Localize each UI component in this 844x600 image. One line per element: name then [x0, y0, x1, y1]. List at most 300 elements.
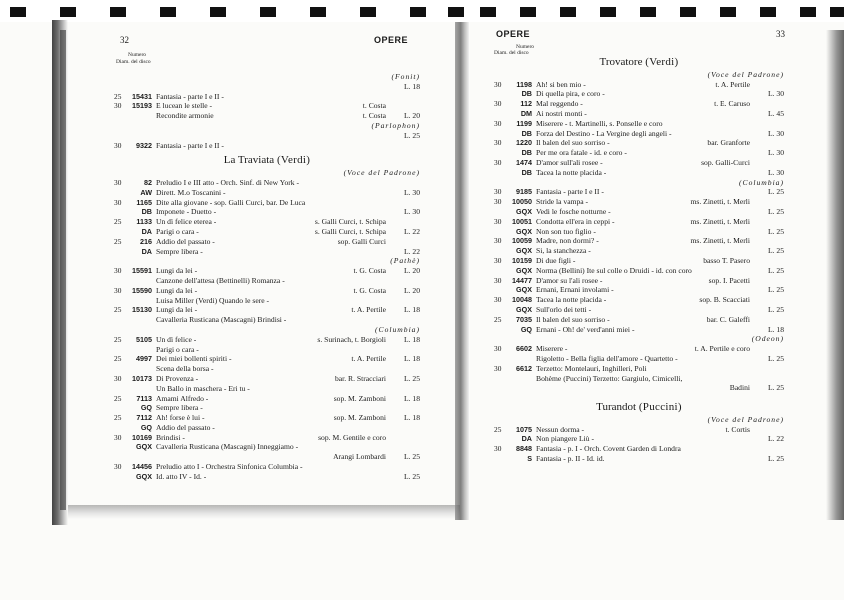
disc-diameter: 30 — [114, 285, 122, 295]
composer-name: (Puccini) — [638, 401, 682, 414]
performer: basso T. Pasero — [703, 255, 750, 265]
disc-diameter — [114, 188, 128, 198]
track-title — [156, 131, 386, 141]
performer: t. A. Pertile — [715, 79, 750, 89]
disc-diameter — [494, 305, 508, 315]
trovatore-entries — [494, 70, 784, 393]
price — [390, 462, 420, 472]
track-title: Ai nostri monti - — [536, 108, 587, 118]
disc-diameter: 30 — [494, 363, 502, 373]
record-label: (Columbia) — [738, 177, 784, 187]
price: L. 25 — [767, 285, 784, 295]
disc-diameter — [114, 315, 128, 325]
col-header-numero: Numero — [128, 52, 147, 58]
price: L. 25 — [767, 454, 784, 464]
price — [754, 315, 784, 325]
disc-diameter: 25 — [114, 217, 122, 227]
page-title: OPERE — [496, 29, 531, 39]
catalog-entry — [114, 345, 420, 355]
performer: t. Costa — [362, 101, 386, 111]
catalog-entry — [494, 266, 784, 276]
catalog-entry — [494, 415, 784, 425]
track-title: Bohème (Puccini) Terzetto: Gargiulo, Cimicelli, — [536, 373, 683, 383]
catalog-entry — [494, 425, 784, 435]
price — [390, 364, 420, 374]
binder-hole — [60, 7, 76, 17]
catalog-entry — [114, 111, 420, 121]
binder-hole — [520, 7, 536, 17]
catalog-entry — [114, 296, 420, 306]
performer: sop. Galli-Curci — [701, 157, 750, 167]
price: L. 25 — [767, 304, 784, 314]
price: L. 18 — [403, 413, 420, 423]
catalog-entry — [114, 364, 420, 374]
disc-diameter: 30 — [114, 101, 122, 111]
disc-diameter — [494, 129, 508, 139]
price: L. 30 — [767, 148, 784, 158]
price: L. 25 — [767, 383, 784, 393]
disc-number: 10051 — [512, 216, 532, 226]
catalog-entry — [114, 335, 420, 345]
track-title: Dirett. M.o Toscanini - — [156, 187, 226, 197]
disc-number: 1220 — [516, 138, 532, 148]
disc-number: 1199 — [516, 118, 532, 128]
disc-number: GQ — [140, 422, 152, 432]
track-title: Recondite armonie — [156, 111, 214, 121]
disc-number: 10050 — [512, 197, 532, 207]
disc-number — [128, 131, 156, 141]
track-title: Cavalleria Rusticana (Mascagni) Inneggiamo - — [156, 442, 299, 452]
disc-number: 7112 — [136, 413, 152, 423]
disc-number: 10048 — [512, 295, 532, 305]
track-title: Si, la stanchezza - — [536, 246, 591, 256]
catalog-entry — [494, 178, 784, 188]
disc-diameter — [114, 364, 128, 374]
disc-diameter — [114, 227, 128, 237]
catalog-entry — [494, 80, 784, 90]
disc-diameter — [494, 354, 508, 364]
disc-diameter — [114, 452, 128, 462]
track-title: Fantasia - p. I - Orch. Covent Garden di Londra — [536, 444, 681, 454]
catalog-entry — [114, 305, 420, 315]
disc-diameter — [494, 246, 508, 256]
price: L. 18 — [767, 324, 784, 334]
disc-number — [508, 383, 536, 393]
disc-diameter — [494, 168, 508, 178]
disc-number: 15590 — [132, 285, 152, 295]
disc-diameter — [114, 296, 128, 306]
disc-diameter: 30 — [494, 295, 502, 305]
track-title — [156, 82, 386, 92]
traviata-entries — [114, 168, 420, 482]
disc-diameter: 30 — [114, 266, 122, 276]
price — [754, 217, 784, 227]
catalog-entry — [494, 187, 784, 197]
price — [390, 101, 420, 111]
catalog-entry — [494, 315, 784, 325]
catalog-entry — [114, 374, 420, 384]
price — [390, 276, 420, 286]
track-title: Imponete - Duetto - — [156, 207, 217, 217]
track-title: Parigi o cara - — [156, 344, 199, 354]
price: L. 20 — [403, 111, 420, 121]
price: L. 25 — [767, 226, 784, 236]
binder-hole — [830, 7, 844, 17]
binder-hole — [680, 7, 696, 17]
catalog-entry — [494, 305, 784, 315]
disc-number: 1474 — [516, 157, 532, 167]
disc-number: 10169 — [132, 432, 152, 442]
record-label: (Fonit) — [391, 72, 420, 81]
track-title: Di Provenza - — [156, 373, 199, 383]
binder-hole — [448, 7, 464, 17]
disc-number: GQX — [516, 285, 532, 295]
track-title: Forza del Destino - La Vergine degli angeli - — [536, 128, 672, 138]
disc-diameter: 25 — [114, 334, 122, 344]
catalog-entry — [494, 354, 784, 364]
disc-number — [128, 315, 156, 325]
disc-number: 1133 — [136, 217, 152, 227]
disc-number: DB — [141, 207, 152, 217]
binder-hole — [10, 7, 26, 17]
performer: sop. B. Scacciati — [699, 295, 750, 305]
track-title: E lucean le stelle - — [156, 101, 213, 111]
disc-diameter: 25 — [114, 393, 122, 403]
catalog-entry — [494, 434, 784, 444]
disc-number: 4997 — [136, 354, 152, 364]
disc-number: GQX — [516, 304, 532, 314]
track-title: Dite alla giovane - sop. Galli Curci, bar. De Luca — [156, 197, 306, 207]
catalog-entry — [494, 334, 784, 344]
disc-diameter — [494, 374, 508, 384]
intro-entries — [114, 72, 420, 150]
disc-number: DB — [521, 148, 532, 158]
catalog-entry — [114, 452, 420, 462]
disc-number: DB — [521, 167, 532, 177]
performer: ms. Zinetti, t. Merli — [690, 216, 750, 226]
binder-hole — [720, 7, 736, 17]
col-header-diam: Diam. del disco — [116, 59, 151, 65]
disc-number: GQ — [520, 324, 532, 334]
disc-diameter: 30 — [494, 444, 502, 454]
performer: sop. M. Zamboni — [333, 393, 386, 403]
disc-diameter: 30 — [114, 462, 122, 472]
record-label: (Columbia) — [374, 324, 420, 334]
disc-diameter — [114, 384, 128, 394]
disc-diameter: 30 — [114, 432, 122, 442]
catalog-entry — [114, 384, 420, 394]
price: L. 20 — [403, 266, 420, 276]
disc-diameter — [494, 207, 508, 217]
disc-diameter — [494, 109, 508, 119]
performer: bar. R. Stracciari — [334, 373, 386, 383]
performer: s. Galli Curci, t. Schipa — [314, 217, 386, 227]
catalog-entry — [114, 207, 420, 217]
disc-number — [128, 276, 156, 286]
track-title — [156, 452, 333, 462]
catalog-entry — [494, 325, 784, 335]
catalog-entry — [494, 344, 784, 354]
disc-number: 14477 — [512, 275, 532, 285]
col-header-numero: Numero — [516, 44, 535, 50]
record-label: (Voce del Padrone) — [343, 168, 420, 178]
disc-diameter: 25 — [494, 424, 502, 434]
catalog-entry — [494, 256, 784, 266]
price — [390, 92, 420, 102]
catalog-entry — [494, 285, 784, 295]
disc-number: AW — [140, 187, 152, 197]
catalog-entry — [114, 472, 420, 482]
disc-number: DM — [520, 108, 532, 118]
track-title: Lungi da lei - — [156, 266, 198, 276]
track-title — [536, 383, 730, 393]
catalog-entry — [114, 131, 420, 141]
performer: t. G. Costa — [353, 266, 386, 276]
disc-diameter: 30 — [494, 236, 502, 246]
disc-number: GQX — [516, 206, 532, 216]
price: L. 30 — [403, 207, 420, 217]
binder-hole — [360, 7, 376, 17]
binder-hole — [600, 7, 616, 17]
performer: t. G. Costa — [353, 285, 386, 295]
disc-number: DA — [521, 434, 532, 444]
price: L. 25 — [767, 265, 784, 275]
record-label: (Voce del Padrone) — [707, 414, 784, 424]
right-page — [494, 30, 784, 464]
catalog-entry — [494, 207, 784, 217]
price — [754, 344, 784, 354]
disc-number: 1075 — [516, 424, 532, 434]
catalog-entry — [494, 197, 784, 207]
disc-diameter: 30 — [114, 373, 122, 383]
catalog-entry — [114, 413, 420, 423]
track-title: Fantasia - p. II - Id. id. — [536, 454, 605, 464]
price — [390, 345, 420, 355]
disc-number: 10173 — [132, 373, 152, 383]
disc-diameter: 25 — [114, 236, 122, 246]
catalog-entry — [114, 394, 420, 404]
disc-diameter: 30 — [494, 79, 502, 89]
track-title: Fantasia - parte I e II - — [156, 91, 224, 101]
disc-number: 15591 — [132, 266, 152, 276]
opera-name: Trovatore — [599, 56, 643, 68]
catalog-entry — [494, 168, 784, 178]
disc-diameter: 30 — [114, 140, 122, 150]
catalog-entry — [494, 138, 784, 148]
disc-diameter: 30 — [494, 255, 502, 265]
disc-number: GQX — [136, 471, 152, 481]
disc-diameter — [494, 454, 508, 464]
price — [754, 158, 784, 168]
catalog-entry — [114, 237, 420, 247]
price: L. 25 — [403, 471, 420, 481]
opera-name: La Traviata — [223, 154, 275, 167]
disc-number: 1198 — [516, 79, 532, 89]
disc-diameter: 30 — [494, 157, 502, 167]
price: L. 25 — [403, 373, 420, 383]
disc-number: DB — [521, 128, 532, 138]
performer: t. A. Pertile — [351, 305, 386, 315]
performer: sop. I. Pacetti — [708, 275, 750, 285]
track-title: Sempre libera - — [156, 403, 203, 413]
performer: s. Galli Curci, t. Schipa — [314, 226, 386, 236]
disc-number: DA — [141, 226, 152, 236]
opera-name: Turandot — [596, 401, 637, 414]
disc-diameter — [494, 148, 508, 158]
price — [390, 141, 420, 151]
price — [754, 236, 784, 246]
disc-number: 6612 — [516, 363, 532, 373]
disc-diameter — [114, 131, 128, 141]
track-title: Madre, non dormi? - — [536, 236, 599, 246]
disc-diameter: 30 — [494, 138, 502, 148]
disc-diameter — [494, 266, 508, 276]
track-title: Un Ballo in maschera - Eri tu - — [156, 383, 250, 393]
catalog-entry — [494, 148, 784, 158]
catalog-entry — [494, 119, 784, 129]
catalog-entry — [114, 266, 420, 276]
price — [390, 178, 420, 188]
track-title: Parigi o cara - — [156, 226, 199, 236]
binder-hole — [640, 7, 656, 17]
track-title: Terzetto: Montelauri, Inghilleri, Poli — [536, 363, 647, 373]
page-number: 33 — [776, 29, 785, 39]
track-title: Stride la vampa - — [536, 197, 589, 207]
price — [754, 374, 784, 384]
price — [754, 119, 784, 129]
performer: t. A. Pertile e coro — [694, 344, 750, 354]
track-title: Sempre libera - — [156, 246, 203, 256]
track-title: Cavalleria Rusticana (Mascagni) Brindisi - — [156, 315, 287, 325]
composer-name: (Verdi) — [276, 154, 311, 167]
disc-number: GQX — [136, 442, 152, 452]
disc-number: 8848 — [516, 444, 532, 454]
price — [754, 256, 784, 266]
catalog-entry — [114, 433, 420, 443]
performer: bar. Granforte — [707, 138, 750, 148]
price — [390, 403, 420, 413]
disc-diameter — [114, 276, 128, 286]
price — [390, 237, 420, 247]
catalog-entry — [494, 295, 784, 305]
disc-number — [128, 296, 156, 306]
disc-number: GQX — [516, 226, 532, 236]
disc-diameter: 25 — [494, 314, 502, 324]
price: L. 22 — [403, 246, 420, 256]
disc-diameter: 30 — [114, 197, 122, 207]
right-edge-shadow — [826, 30, 844, 520]
catalog-entry — [114, 217, 420, 227]
performer: Arangi Lombardi — [333, 452, 386, 462]
disc-diameter — [114, 442, 128, 452]
track-title: Addio del passato - — [156, 422, 215, 432]
record-label: (Voce del Padrone) — [707, 69, 784, 79]
track-title: Luisa Miller (Verdi) Quando le sere - — [156, 295, 270, 305]
catalog-entry — [114, 141, 420, 151]
price: L. 18 — [403, 354, 420, 364]
track-title: Nessun dorma - — [536, 424, 585, 434]
disc-number: 15193 — [132, 101, 152, 111]
catalog-entry — [494, 109, 784, 119]
page-title: OPERE — [374, 35, 409, 45]
performer: t. Costa — [362, 111, 386, 121]
page-number: 32 — [120, 35, 129, 45]
disc-diameter: 25 — [114, 91, 122, 101]
performer: t. Cortis — [725, 424, 750, 434]
performer: Badini — [729, 383, 750, 393]
price — [754, 138, 784, 148]
price: L. 45 — [767, 108, 784, 118]
track-title: Scena della borsa - — [156, 364, 214, 374]
price: L. 25 — [767, 206, 784, 216]
binder-hole — [800, 7, 816, 17]
track-title: Sull'orlo dei tetti - — [536, 304, 592, 314]
disc-number — [508, 374, 536, 384]
price — [390, 442, 420, 452]
catalog-entry — [114, 72, 420, 82]
disc-diameter — [114, 111, 128, 121]
disc-number: DA — [141, 246, 152, 256]
track-title: Fantasia - parte I e II - — [536, 187, 604, 197]
disc-diameter: 30 — [494, 99, 502, 109]
performer: bar. C. Galeffi — [706, 314, 750, 324]
track-title: D'amor su l'ali rosee - — [536, 275, 603, 285]
price: L. 18 — [403, 81, 420, 91]
binder-hole — [480, 7, 496, 17]
disc-number: DB — [521, 89, 532, 99]
track-title: Vedi le fosche notturne - — [536, 206, 611, 216]
catalog-entry — [114, 462, 420, 472]
composer-name: (Verdi) — [645, 56, 679, 68]
catalog-entry — [114, 403, 420, 413]
catalog-entry — [114, 256, 420, 266]
disc-number — [128, 82, 156, 92]
price — [390, 423, 420, 433]
catalog-entry — [114, 82, 420, 92]
price — [754, 197, 784, 207]
performer: ms. Zinetti, t. Merli — [690, 236, 750, 246]
disc-number: 7113 — [136, 393, 152, 403]
track-title: Fantasia - parte I e II - — [156, 140, 224, 150]
track-title: Lungi da lei - — [156, 285, 198, 295]
price — [754, 276, 784, 286]
catalog-entry — [114, 92, 420, 102]
record-label: (Parlophon) — [371, 120, 420, 130]
binder-hole — [110, 7, 126, 17]
performer: t. E. Caruso — [714, 99, 750, 109]
performer: sop. M. Gentile e coro — [318, 432, 386, 442]
catalog-entry — [114, 315, 420, 325]
price: L. 25 — [767, 187, 784, 197]
disc-number — [128, 452, 156, 462]
catalog-entry — [494, 158, 784, 168]
performer: s. Surinach, t. Borgioli — [317, 334, 386, 344]
catalog-entry — [494, 383, 784, 393]
disc-diameter — [494, 89, 508, 99]
track-title: Di due figli - — [536, 255, 576, 265]
track-title: Norma (Bellini) Ite sul colle o Druidi - id. con coro — [536, 265, 692, 275]
track-title: Non son tuo figlio - — [536, 226, 596, 236]
price — [754, 99, 784, 109]
catalog-entry — [494, 217, 784, 227]
price — [754, 295, 784, 305]
disc-number: GQX — [516, 265, 532, 275]
catalog-entry — [114, 101, 420, 111]
catalog-entry — [114, 276, 420, 286]
section-title — [494, 403, 784, 413]
disc-number: 7035 — [516, 314, 532, 324]
price — [390, 315, 420, 325]
